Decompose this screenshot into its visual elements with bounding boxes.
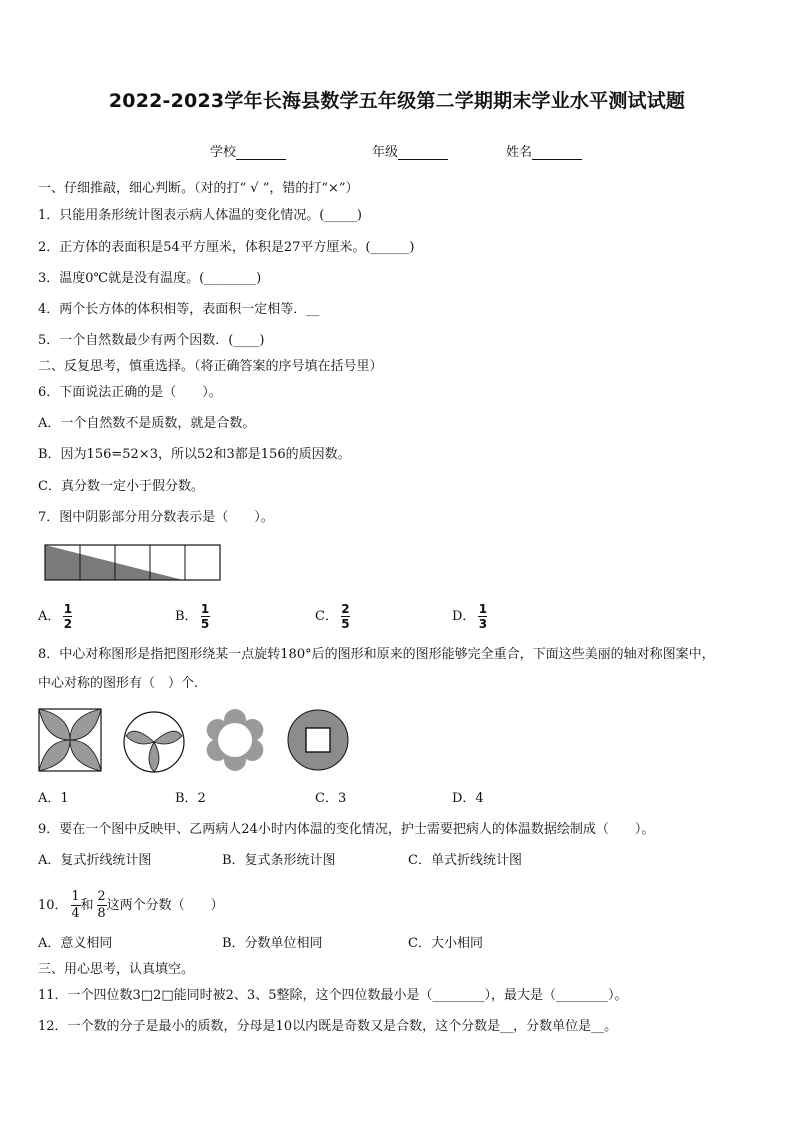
numerator: 1: [478, 602, 488, 616]
denominator: 5: [200, 617, 210, 631]
fraction-one-quarter: [71, 890, 81, 921]
denominator: 4: [71, 906, 80, 921]
q10-number: 10．: [38, 898, 68, 913]
circle-petal-figure: [122, 710, 186, 774]
fraction-two-eighths: [97, 890, 107, 921]
numerator: 1: [63, 602, 73, 616]
section1-heading: 一、仔细推敲，细心判断。（对的打“ √ ”，错的打“×”）: [38, 181, 359, 196]
and-word: 和: [80, 898, 94, 913]
section2-heading: 二、反复思考，慎重选择。（将正确答案的序号填在括号里）: [38, 359, 383, 374]
question-10: [38, 890, 224, 921]
school-label: 学校: [210, 145, 237, 160]
question-11: 11．一个四位数3□2□能同时被2、3、5整除，这个四位数最小是（________），最大是（________）。: [38, 988, 628, 1003]
grade-field: [372, 141, 448, 160]
option-label: A．: [38, 609, 61, 624]
question-1: 1．只能用条形统计图表示病人体温的变化情况。(_____): [38, 208, 362, 223]
question-2: 2．正方体的表面积是54平方厘米，体积是27平方厘米。(______): [38, 240, 415, 255]
fraction: [341, 603, 350, 630]
question-8-line1: 8．中心对称图形是指把图形绕某一点旋转180°后的图形和原来的图形能够完全重合，下面这些美丽的轴对称图案中，: [38, 647, 715, 662]
q8-option-d: D．4: [452, 791, 484, 806]
question-8-line2: 中心对称的图形有（ ）个.: [38, 676, 199, 691]
q8-option-b: B．2: [175, 791, 206, 806]
name-label: 姓名: [506, 145, 533, 160]
coin-figure: [286, 708, 350, 772]
q6-option-c: C．真分数一定小于假分数。: [38, 479, 204, 494]
q8-option-c: C．3: [315, 791, 347, 806]
q10-option-a: A．意义相同: [38, 936, 113, 951]
shaded-region: [45, 545, 183, 580]
q9-option-c: C．单式折线统计图: [408, 853, 522, 868]
denominator: 8: [97, 906, 106, 921]
grade-blank[interactable]: [398, 146, 448, 160]
school-field: [210, 141, 286, 160]
name-field: [506, 141, 582, 160]
q9-option-a: A．复式折线统计图: [38, 853, 152, 868]
section3-heading: 三、用心思考，认真填空。: [38, 962, 195, 977]
square-petal-figure: [38, 708, 102, 772]
grade-label: 年级: [372, 145, 399, 160]
denominator: 2: [63, 617, 73, 631]
q10-option-c: C．大小相同: [408, 936, 483, 951]
fraction: [63, 603, 72, 630]
numerator: 2: [341, 602, 350, 616]
question-4: 4．两个长方体的体积相等，表面积一定相等．__: [38, 302, 320, 317]
denominator: 5: [341, 617, 350, 631]
q10-stem: 这两个分数（ ）: [106, 898, 224, 913]
option-label: C．: [315, 609, 338, 624]
school-blank[interactable]: [236, 146, 286, 160]
denominator: 3: [478, 617, 488, 631]
option-label: D．: [452, 609, 476, 624]
numerator: 1: [71, 889, 80, 904]
fraction: [478, 603, 487, 630]
question-6: 6．下面说法正确的是（ ）。: [38, 385, 222, 400]
option-label: B．: [175, 609, 198, 624]
q7-option-a: [38, 603, 72, 630]
numerator: 1: [200, 602, 210, 616]
question-7: 7．图中阴影部分用分数表示是（ ）。: [38, 510, 274, 525]
q7-option-d: [452, 603, 487, 630]
q6-option-a: A．一个自然数不是质数，就是合数。: [38, 416, 256, 431]
name-blank[interactable]: [532, 146, 582, 160]
fraction: [201, 603, 210, 630]
question-9: 9．要在一个图中反映甲、乙两病人24小时内体温的变化情况，护士需要把病人的体温数据绘制成（ ）。: [38, 822, 655, 837]
q7-option-b: [175, 603, 210, 630]
question-3: 3．温度0℃就是没有温度。(________): [38, 271, 262, 286]
question-12: 12．一个数的分子是最小的质数，分母是10以内既是奇数又是合数，这个分数是__，分数单位是__。: [38, 1019, 618, 1034]
question-5: 5．一个自然数最少有两个因数．(____): [38, 333, 265, 348]
q10-option-b: B．分数单位相同: [222, 936, 323, 951]
shaded-bar-figure: [44, 544, 222, 582]
q6-option-b: B．因为156=52×3，所以52和3都是156的质因数。: [38, 447, 351, 462]
q8-option-a: A．1: [38, 791, 69, 806]
q7-option-c: [315, 603, 350, 630]
q9-option-b: B．复式条形统计图: [222, 853, 336, 868]
numerator: 2: [97, 889, 106, 904]
flower-figure: [202, 707, 268, 773]
page-title: 2022-2023学年长海县数学五年级第二学期期末学业水平测试试题: [108, 90, 686, 112]
